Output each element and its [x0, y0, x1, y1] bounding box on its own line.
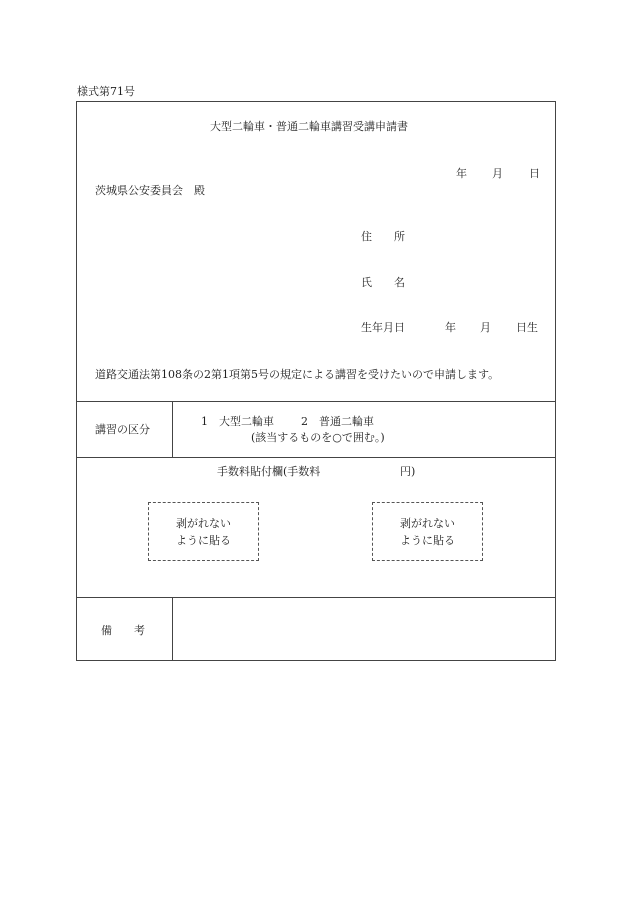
date-year-label: 年 — [456, 167, 467, 180]
birth-year-label: 年 — [445, 321, 456, 334]
stamp-instruction-line1: 剥がれない — [176, 516, 231, 530]
remarks-column-divider — [172, 597, 173, 661]
divider-category — [76, 401, 556, 402]
date-day-label: 日 — [529, 167, 540, 180]
name-label: 氏 名 — [361, 276, 405, 289]
frame-left-border — [76, 101, 77, 661]
form-number: 様式第71号 — [77, 85, 135, 98]
date-month-label: 月 — [492, 167, 503, 180]
remarks-label: 備 考 — [101, 624, 145, 637]
stamp-instruction-line2: ように貼る — [400, 533, 455, 547]
address-label: 住 所 — [361, 230, 405, 243]
divider-fee — [76, 457, 556, 458]
frame-right-border — [555, 101, 556, 661]
frame-top-border — [76, 101, 556, 102]
birthdate-label: 生年月日 — [361, 321, 405, 334]
category-column-divider — [172, 401, 173, 458]
category-option-regular: 2 普通二輪車 — [301, 415, 374, 428]
stamp-instruction-line2: ように貼る — [176, 533, 231, 547]
birth-day-label: 日生 — [516, 321, 538, 334]
application-statement: 道路交通法第108条の2第1項第5号の規定による講習を受けたいので申請します。 — [95, 368, 500, 381]
category-label: 講習の区分 — [95, 423, 150, 436]
stamp-instruction-line1: 剥がれない — [400, 516, 455, 530]
addressee: 茨城県公安委員会 殿 — [95, 184, 205, 197]
divider-remarks — [76, 597, 556, 598]
fee-title: 手数料貼付欄(手数料 — [217, 465, 321, 478]
frame-bottom-border — [76, 660, 556, 661]
fee-unit: 円) — [400, 465, 416, 478]
stamp-box-right — [372, 502, 483, 561]
form-title: 大型二輪車・普通二輪車講習受講申請書 — [210, 120, 408, 133]
category-note: (該当するものを○で囲む。) — [251, 431, 385, 444]
category-option-large: 1 大型二輪車 — [201, 415, 274, 428]
birth-month-label: 月 — [480, 321, 491, 334]
stamp-box-left — [148, 502, 259, 561]
